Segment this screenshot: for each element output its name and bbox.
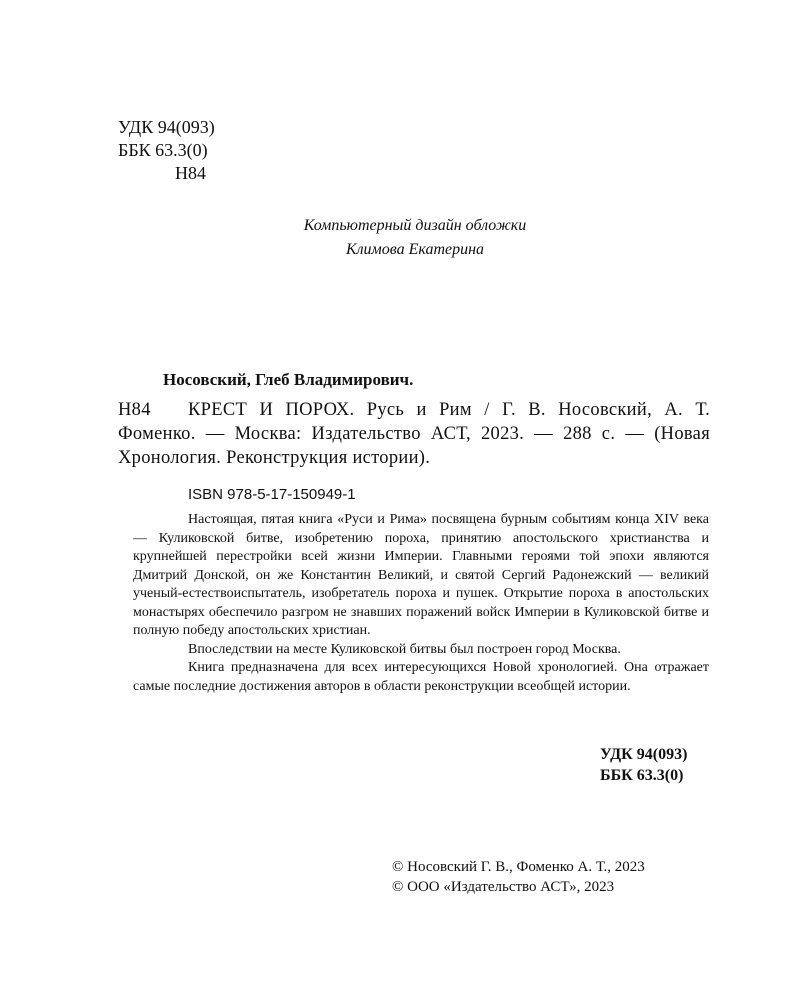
isbn: ISBN 978-5-17-150949-1	[188, 486, 356, 503]
annotation	[133, 511, 709, 696]
classification-bottom	[600, 744, 687, 786]
design-credit-name: Климова Екатерина	[345, 241, 485, 258]
catalog-description	[118, 398, 710, 470]
udk-code-bottom: УДК 94(093)	[600, 746, 688, 763]
catalog-description-text: КРЕСТ И ПОРОХ. Русь и Рим / Г. В. Носовский, А. Т. Фоменко. — Москва: Издательство АСТ, 2023. — 288 с. — (Новая Хронология. Реконструкция истории).	[118, 400, 710, 468]
cover-design-credit	[0, 214, 800, 262]
copyright-publisher: © ООО «Издательство АСТ», 2023	[392, 879, 615, 895]
copyright-authors: © Носовский Г. В., Фоменко А. Т., 2023	[392, 859, 645, 875]
udk-code: УДК 94(093)	[118, 117, 215, 137]
catalog-author: Носовский, Глеб Владимирович.	[163, 370, 414, 389]
design-credit-title: Компьютерный дизайн обложки	[303, 217, 527, 234]
author-mark: Н84	[175, 163, 206, 183]
classification-block	[118, 116, 215, 185]
bbk-code: ББК 63.3(0)	[118, 140, 208, 160]
annotation-paragraph: Впоследствии на месте Куликовской битвы был построен город Москва.	[188, 641, 621, 657]
catalog-code: Н84	[118, 400, 151, 420]
annotation-paragraph: Книга предназначена для всех интересующихся Новой хронологией. Она отражает самые последние достижения авторов в области реконструкции всеобщей истории.	[133, 660, 709, 694]
copyright-block	[392, 857, 645, 897]
annotation-paragraph: Настоящая, пятая книга «Руси и Рима» посвящена бурным событиям конца XIV века — Куликовской битве, изобретению пороха, принятию апостольского христианства и крупнейшей перестройки всей жизни Империи. Главными героями той эпохи являются Дмитрий Донской, он же Константин Великий, и святой Сергий Радонежский — великий ученый-естествоиспытатель, изобретатель пороха и пушек. Открытие пороха в апостольских монастырях обеспечило разгром не знавших поражений войск Империи в Куликовской битве и полную победу апостольских христиан.	[133, 512, 709, 638]
bbk-code-bottom: ББК 63.3(0)	[600, 767, 684, 784]
